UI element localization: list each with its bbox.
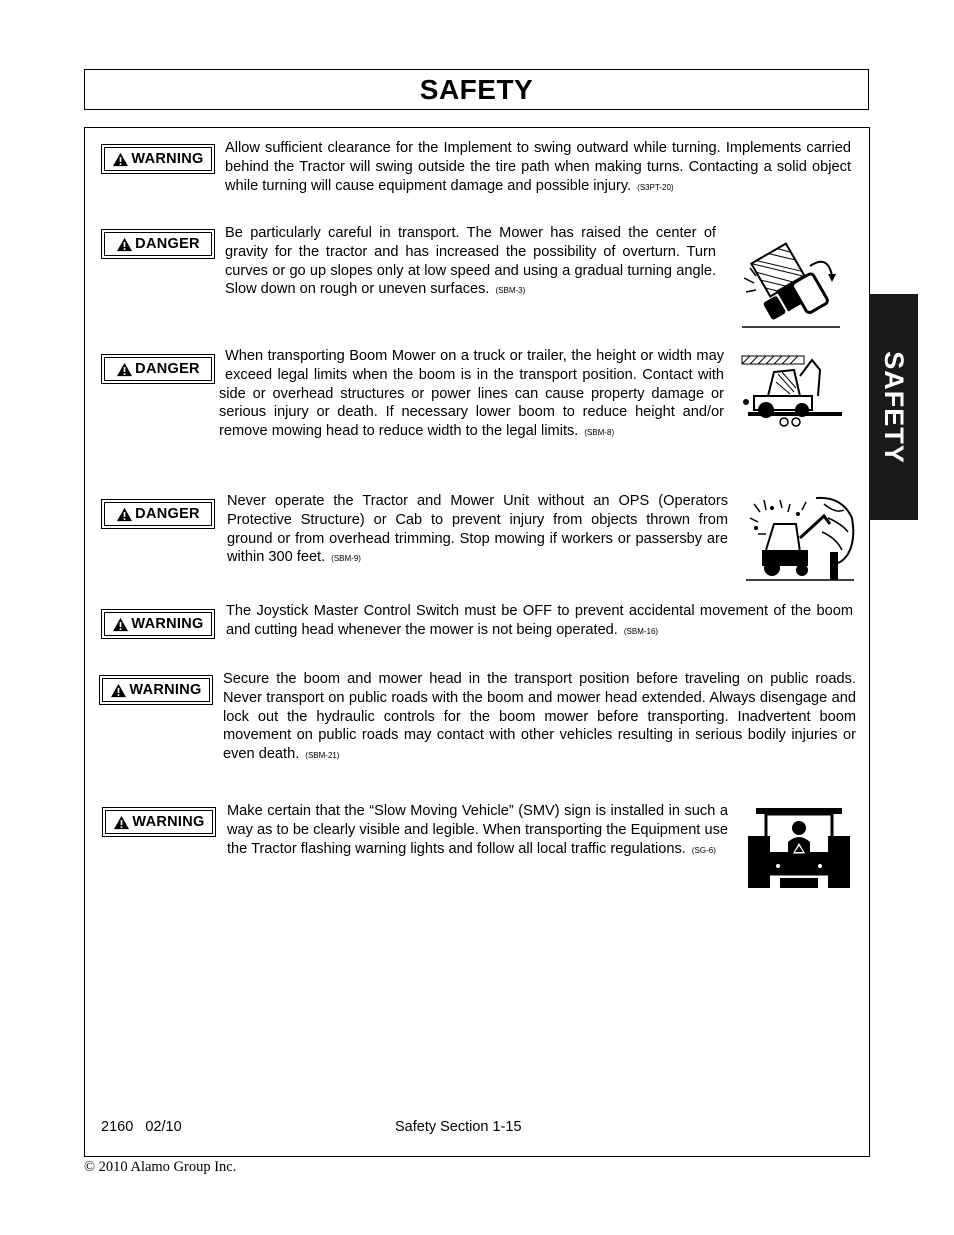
reference-code: (S3PT-20) (637, 182, 674, 192)
reference-code: (SBM-9) (331, 554, 361, 564)
warning-triangle-icon (113, 815, 130, 830)
document-number: 2160 02/10 (101, 1119, 182, 1135)
safety-message: Never operate the Tractor and Mower Unit without an OPS (Operators Protective Structure) or Cab to prevent injury from objects thrown from ground or from overhead trimming. Stop mowing if workers or passersby are within 300 feet. (SBM-9) (227, 493, 728, 566)
section-tab-label: SAFETY (879, 350, 910, 464)
tractor-overturn-illustration (740, 228, 844, 330)
reference-code: (SBM-3) (495, 286, 526, 296)
warning-triangle-icon (110, 683, 127, 698)
reference-code: (SBM-16) (623, 626, 659, 636)
badge-label: WARNING (131, 151, 204, 167)
copyright: © 2010 Alamo Group Inc. (84, 1159, 237, 1175)
reference-code: (SG-6) (691, 845, 716, 855)
warning-triangle-icon (116, 507, 133, 522)
warning-triangle-icon (112, 152, 129, 167)
page-number: Safety Section 1-15 (395, 1119, 522, 1135)
thrown-objects-illustration (744, 494, 856, 584)
danger-badge (101, 499, 215, 529)
safety-message: Make certain that the “Slow Moving Vehicle” (SMV) sign is installed in such a way as to be clearly visible and legible. When transporting the Equipment use the Tractor flashing warning lights and follow all local traffic regulations. (SG-6) (227, 803, 728, 857)
tractor-rear-smv-illustration (748, 806, 850, 890)
safety-message: When transporting Boom Mower on a truck or trailer, the height or width may exceed legal limits when the boom is in the transport position. Contact with side or overhead structures or power lines can cause property damage or serious injury or death. If necessary lower boom to reduce height and/or remove mowing head to reduce width to the legal limits. (SBM-8) (219, 348, 724, 440)
badge-label: WARNING (131, 616, 204, 632)
boom-mower-transport-illustration (740, 352, 844, 428)
page-title: SAFETY (419, 73, 534, 105)
warning-badge (102, 807, 216, 837)
warning-badge (101, 144, 215, 174)
badge-label: DANGER (135, 506, 200, 522)
badge-label: DANGER (135, 361, 200, 377)
reference-code: (SBM-8) (584, 428, 615, 438)
badge-label: WARNING (129, 682, 202, 698)
badge-label: DANGER (135, 236, 200, 252)
safety-message: Be particularly careful in transport. The Mower has raised the center of gravity for the tractor and has increased the possibility of overturn. Turn curves or go up slopes only at low speed and using a gradual turning angle. Slow down on rough or uneven surfaces. (SBM-3) (225, 225, 716, 298)
page-header (84, 69, 869, 110)
safety-message: Allow sufficient clearance for the Implement to swing outward while turning. Implements carried behind the Tractor will swing outside the tire path when making turns. Contacting a solid object while turning will cause equipment damage and possible injury. (S3PT-20) (225, 140, 851, 194)
danger-badge (101, 354, 215, 384)
badge-label: WARNING (132, 814, 205, 830)
section-tab (869, 294, 918, 520)
safety-message: The Joystick Master Control Switch must be OFF to prevent accidental movement of the boom and cutting head whenever the mower is not being operated. (SBM-16) (226, 603, 853, 638)
safety-message: Secure the boom and mower head in the transport position before traveling on public roads. Never transport on public roads with the boom and mower head extended. Always disengage and lock out the hydraulic controls for the boom mower before transporting. Inadvertent boom movement on public roads may contact with other vehicles resulting in serious bodily injuries or even death. (SBM-21) (223, 671, 856, 763)
warning-badge (101, 609, 215, 639)
reference-code: (SBM-21) (305, 751, 340, 761)
warning-triangle-icon (112, 617, 129, 632)
warning-badge (99, 675, 213, 705)
warning-triangle-icon (116, 362, 133, 377)
